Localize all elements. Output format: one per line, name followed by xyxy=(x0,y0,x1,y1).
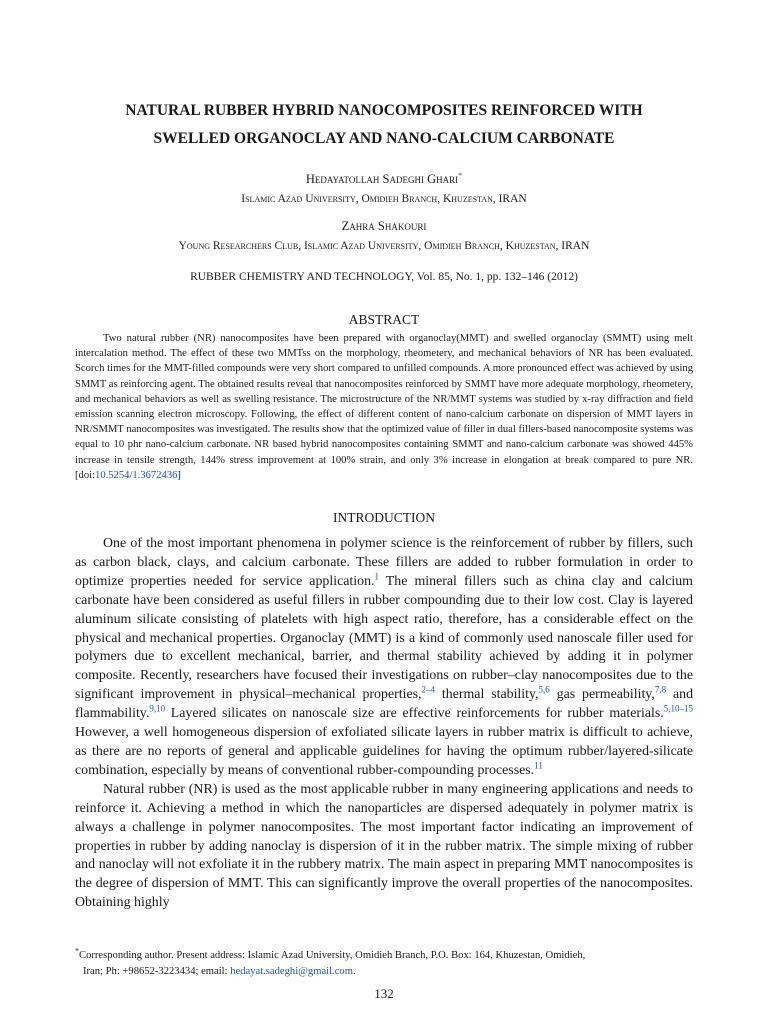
footnote-line-2-prefix: Iran; Ph: +98652-3223434; email: xyxy=(83,965,231,977)
citation-ref[interactable]: 9,10 xyxy=(149,703,166,714)
author-2: Zahra Shakouri xyxy=(341,219,427,233)
intro-text: gas permeability, xyxy=(549,687,655,703)
footnote-line-1 xyxy=(75,946,586,961)
intro-text: One of the most important phenomena in polymer science is the reinforcement of rubber by fillers, such as carbon black, clays, and calcium carbonate. These fillers are added to rubber formulation in order to optimize properties needed for service application. xyxy=(75,536,693,589)
citation-ref[interactable]: 1 xyxy=(374,571,379,582)
intro-text: and flammability. xyxy=(75,687,694,722)
abstract-heading: ABSTRACT xyxy=(348,312,420,327)
citation-ref[interactable]: 2–4 xyxy=(421,684,436,695)
footnote-mark: * xyxy=(75,946,79,956)
footnote-line-2 xyxy=(75,964,693,980)
citation-ref[interactable]: 5,6 xyxy=(538,684,550,695)
citation-ref[interactable]: 7,8 xyxy=(654,684,667,695)
footnote-line-1-text: Corresponding author. Present address: Islamic Azad University, Omidieh Branch, P.O. Box: 164, Khuzestan, Omidieh, xyxy=(79,950,586,961)
author-1-name: Hedayatollah Sadeghi Ghari xyxy=(305,172,459,187)
intro-text: However, a well homogeneous dispersion of exfoliated silicate layers in rubber matrix is difficult to achieve, as there are no reports of general and applicable guidelines for having the optimum rubber/layered-silicate combination, especially by means of conventional rubber-compounding processes. xyxy=(75,725,693,778)
intro-paragraph-1 xyxy=(75,535,693,781)
abstract-close-bracket: ] xyxy=(177,469,181,481)
paper-title xyxy=(60,97,708,153)
footnote-line-2-suffix: . xyxy=(352,965,356,977)
affiliation-2: Young Researchers Club, Islamic Azad University, Omidieh Branch, Khuzestan, IRAN xyxy=(178,240,590,252)
intro-paragraph-2: Natural rubber (NR) is used as the most applicable rubber in many engineering applications and needs to reinforce it. Achieving a method in which the nanoparticles are dispersed adequately in polymer matrix is always a challenge in polymer nanocomposites. The most important factor indicating an improvement of properties in rubber by adding nanoclay is dispersion of it in the rubber matrix. The simple mixing of rubber and nanoclay will not exfoliate it in the rubbery matrix. The main aspect in preparing MMT nanocomposites is the degree of dispersion of MMT. This can significantly improve the overall properties of the nanocomposites. Obtaining highly xyxy=(75,781,693,911)
author-1 xyxy=(60,171,708,187)
citation-ref[interactable]: 5,10–15 xyxy=(663,703,693,714)
corresponding-author-mark[interactable]: * xyxy=(458,171,463,180)
intro-text: The mineral fillers such as china clay and calcium carbonate have been considered as useful fillers in rubber compounding due to their low cost. Clay is layered aluminum silicate consisting of platelets with high aspect ratio, therefore, has a considerable effect on the physical and mechanical properties. Organoclay (MMT) is a kind of commonly used nanoscale filler used for polymers due to excellent mechanical, barrier, and thermal stability achieved by adding it in polymer composite. Recently, researchers have focused their investigations on rubber–clay nanocomposites due to the significant improvement in physical–mechanical properties, xyxy=(75,573,693,703)
affiliation-1: Islamic Azad University, Omidieh Branch, Khuzestan, IRAN xyxy=(241,193,527,205)
doi-link[interactable]: 10.5254/1.3672436 xyxy=(95,469,178,481)
email-link[interactable]: hedayat.sadeghi@gmail.com xyxy=(230,965,353,977)
corresponding-author-footnote xyxy=(75,948,693,979)
title-line-1: NATURAL RUBBER HYBRID NANOCOMPOSITES REINFORCED WITH xyxy=(125,102,643,119)
introduction-heading: INTRODUCTION xyxy=(333,510,435,525)
title-line-2: SWELLED ORGANOCLAY AND NANO-CALCIUM CARBONATE xyxy=(153,130,615,147)
abstract-text xyxy=(75,331,693,483)
page-number: 132 xyxy=(374,986,394,1001)
intro-text: Layered silicates on nanoscale size are effective reinforcements for rubber materials. xyxy=(165,706,664,722)
introduction-body xyxy=(75,535,693,913)
citation-ref[interactable]: 11 xyxy=(534,760,543,771)
abstract-body-text: Two natural rubber (NR) nanocomposites have been prepared with organoclay(MMT) and swelled organoclay (SMMT) using melt intercalation method. The effect of these two MMTss on the morphology, rheometery, and mechanical behaviors of NR has been evaluated. Scorch times for the MMT-filled compounds were very short compared to unfilled compounds. A more pronounced effect was achieved by using SMMT as reinforcing agent. The obtained results reveal that nanocomposites reinforced by SMMT have more adequate morphology, rheometery, and mechanical behaviors as well as swelling resistance. The microstructure of the NR/MMT systems was studied by x-ray diffraction and field emission scanning electron microscopy. Following, the effect of different content of nano-calcium carbonate on dispersion of MMT layers in NR/SMMT nanocomposites was investigated. The results show that the optimized value of filler in dual fillers-based nanocomposite systems was equal to 10 phr nano-calcium carbonate. NR based hybrid nanocomposites containing SMMT and nano-calcium carbonate was showed 445% increase in tensile strength, 144% stress improvement at 100% strain, and only 3% increase in elongation at break compared to pure NR. [doi: xyxy=(75,333,693,481)
intro-text: thermal stability, xyxy=(435,687,539,703)
journal-citation: RUBBER CHEMISTRY AND TECHNOLOGY, Vol. 85, No. 1, pp. 132–146 (2012) xyxy=(190,271,578,283)
